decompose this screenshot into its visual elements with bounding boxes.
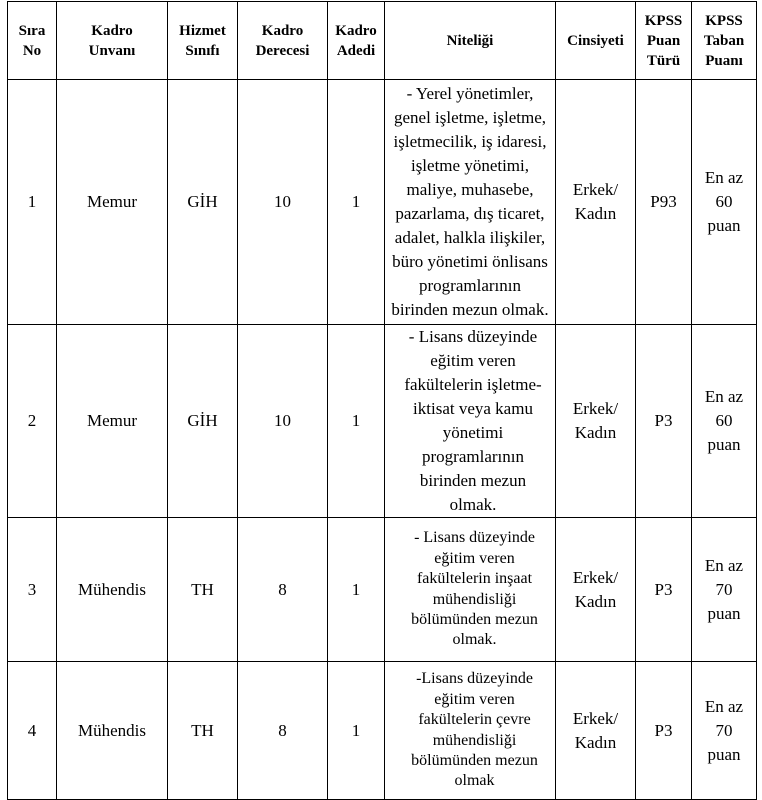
cell-sira: 2 — [8, 325, 57, 518]
header-kpss-taban-puani: KPSS Taban Puanı — [692, 2, 757, 80]
cell-nitelik: - Lisans düzeyinde eğitim veren fakültelerin inşaat mühendisliği bölümünden mezun olmak. — [385, 518, 556, 662]
header-cinsiyeti: Cinsiyeti — [556, 2, 636, 80]
table-row — [8, 518, 757, 662]
table-row — [8, 80, 757, 325]
cell-taban-puan: En az 60 puan — [692, 325, 757, 518]
header-kadro-derecesi: Kadro Derecesi — [238, 2, 328, 80]
cell-cinsiyet: Erkek/ Kadın — [556, 80, 636, 325]
header-sira-no: Sıra No — [8, 2, 57, 80]
cell-unvan: Memur — [57, 325, 168, 518]
header-hizmet-sinifi: Hizmet Sınıfı — [168, 2, 238, 80]
cell-sinif: GİH — [168, 325, 238, 518]
cell-sira: 4 — [8, 662, 57, 800]
cell-sira: 1 — [8, 80, 57, 325]
cell-adet: 1 — [328, 518, 385, 662]
cell-unvan: Mühendis — [57, 662, 168, 800]
cell-adet: 1 — [328, 662, 385, 800]
table-row — [8, 325, 757, 518]
cell-unvan: Memur — [57, 80, 168, 325]
header-kadro-unvani: Kadro Unvanı — [57, 2, 168, 80]
cell-adet: 1 — [328, 80, 385, 325]
cell-derece: 10 — [238, 80, 328, 325]
table-body — [8, 80, 757, 800]
cell-puan-turu: P3 — [636, 662, 692, 800]
cell-cinsiyet: Erkek/ Kadın — [556, 662, 636, 800]
cell-taban-puan: En az 60 puan — [692, 80, 757, 325]
cell-unvan: Mühendis — [57, 518, 168, 662]
cell-sinif: GİH — [168, 80, 238, 325]
cell-derece: 8 — [238, 518, 328, 662]
cell-adet: 1 — [328, 325, 385, 518]
cell-puan-turu: P3 — [636, 518, 692, 662]
table-header — [8, 2, 757, 80]
header-row — [8, 2, 757, 80]
table-row — [8, 662, 757, 800]
cell-taban-puan: En az 70 puan — [692, 518, 757, 662]
header-niteligi: Niteliği — [385, 2, 556, 80]
cell-puan-turu: P93 — [636, 80, 692, 325]
cell-nitelik: -Lisans düzeyinde eğitim veren fakültelerin çevre mühendisliği bölümünden mezun olmak — [385, 662, 556, 800]
cell-nitelik: - Yerel yönetimler, genel işletme, işletme, işletmecilik, iş idaresi, işletme yönetimi, maliye, muhasebe, pazarlama, dış ticaret, adalet, halkla ilişkiler, büro yönetimi önlisans programlarının birinden mezun olmak. — [385, 80, 556, 325]
cell-sinif: TH — [168, 662, 238, 800]
cell-derece: 10 — [238, 325, 328, 518]
cell-derece: 8 — [238, 662, 328, 800]
header-kpss-puan-turu: KPSS Puan Türü — [636, 2, 692, 80]
cell-sinif: TH — [168, 518, 238, 662]
cell-puan-turu: P3 — [636, 325, 692, 518]
cell-nitelik: - Lisans düzeyinde eğitim veren fakültelerin işletme- iktisat veya kamu yönetimi programlarının birinden mezun olmak. — [385, 325, 556, 518]
cell-cinsiyet: Erkek/ Kadın — [556, 518, 636, 662]
kadro-table — [7, 1, 757, 800]
header-kadro-adedi: Kadro Adedi — [328, 2, 385, 80]
cell-cinsiyet: Erkek/ Kadın — [556, 325, 636, 518]
cell-taban-puan: En az 70 puan — [692, 662, 757, 800]
cell-sira: 3 — [8, 518, 57, 662]
